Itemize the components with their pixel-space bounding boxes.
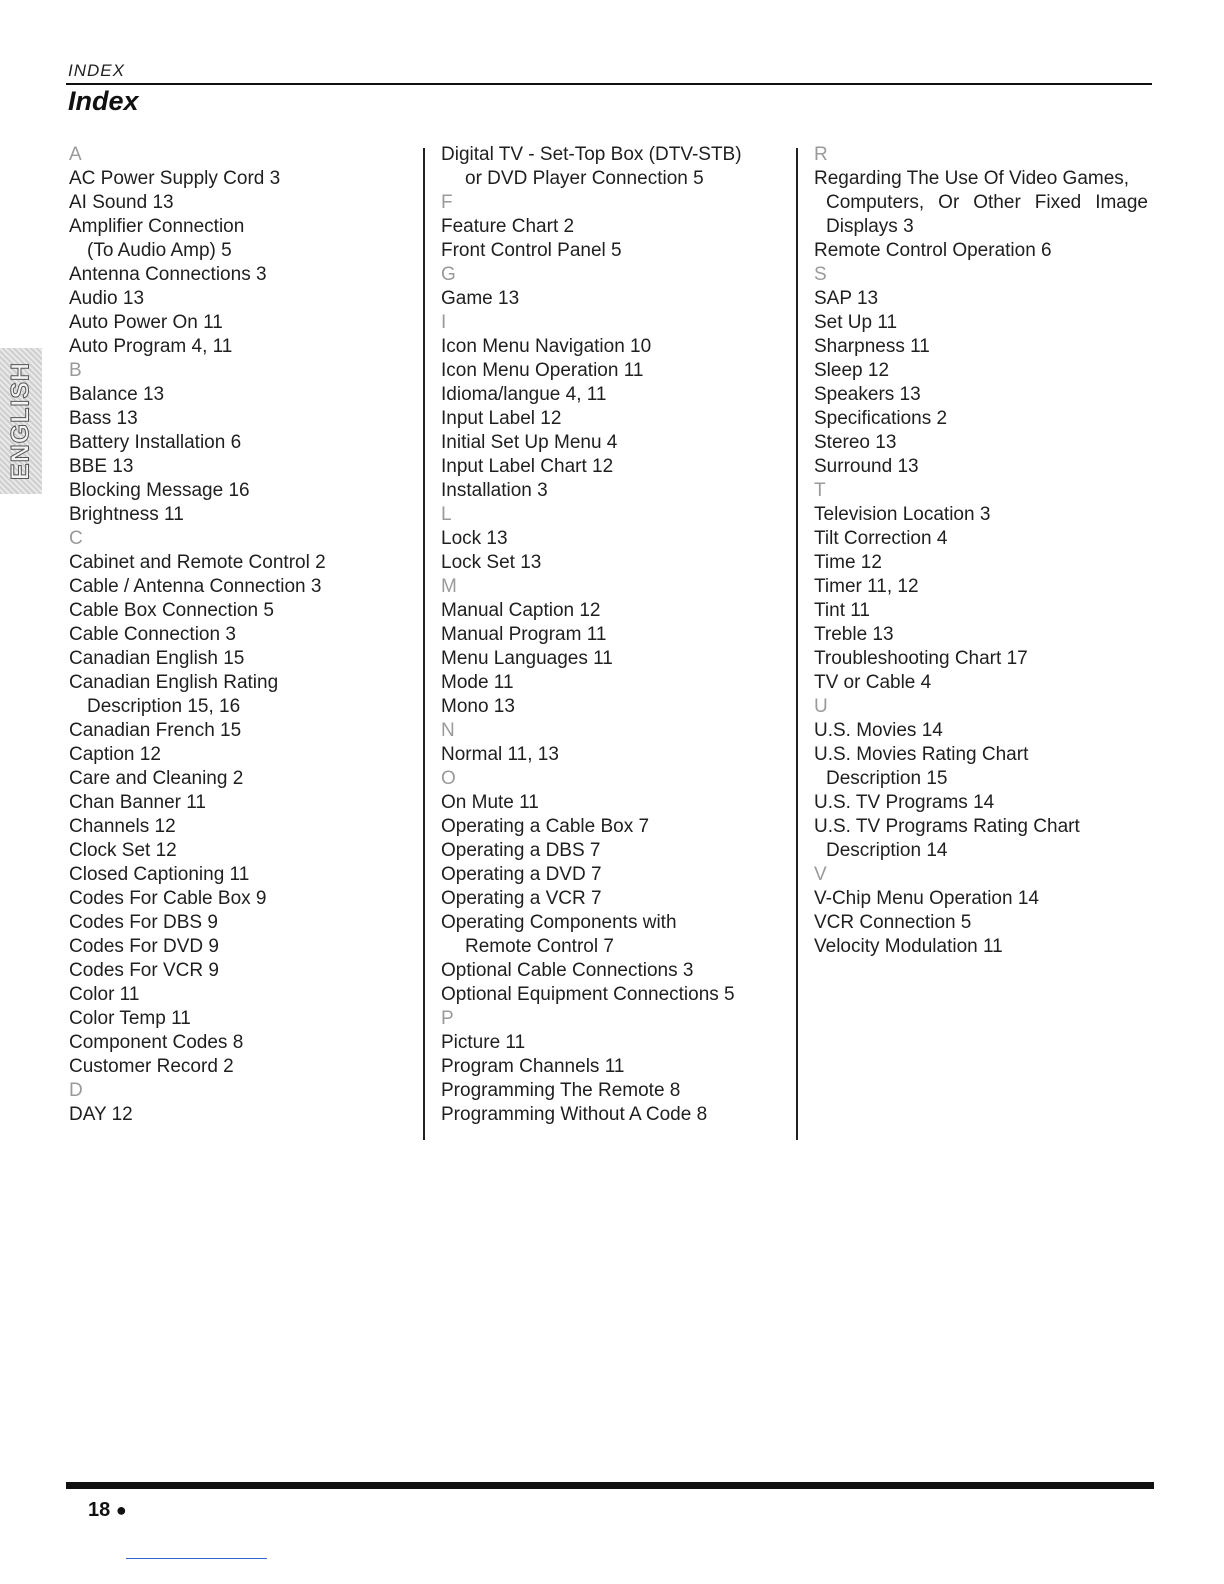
index-entry: Stereo 13 xyxy=(814,432,897,453)
index-entry: Picture 11 xyxy=(441,1032,526,1053)
index-entry: U.S. TV Programs Rating Chart xyxy=(814,816,1080,837)
index-entry: U.S. Movies 14 xyxy=(814,720,943,741)
index-entry: Cabinet and Remote Control 2 xyxy=(69,552,326,573)
index-entry: Initial Set Up Menu 4 xyxy=(441,432,618,453)
index-column-3 xyxy=(814,143,1154,959)
index-entry: Mode 11 xyxy=(441,672,514,693)
index-entry: Program Channels 11 xyxy=(441,1056,625,1077)
index-entry: Bass 13 xyxy=(69,408,138,429)
index-entry: Auto Program 4, 11 xyxy=(69,336,233,357)
index-entry: Time 12 xyxy=(814,552,882,573)
index-entry: On Mute 11 xyxy=(441,792,539,813)
index-entry: Caption 12 xyxy=(69,744,161,765)
index-entry: Installation 3 xyxy=(441,480,548,501)
index-entry: Television Location 3 xyxy=(814,504,991,525)
index-entry: Description 15 xyxy=(826,768,948,789)
index-entry: Idioma/langue 4, 11 xyxy=(441,384,607,405)
index-column-1 xyxy=(69,143,419,1127)
index-entry: Game 13 xyxy=(441,288,520,309)
page-title: Index xyxy=(68,86,139,116)
index-entry: Component Codes 8 xyxy=(69,1032,244,1053)
index-entry: Remote Control Operation 6 xyxy=(814,240,1052,261)
index-entry: Sleep 12 xyxy=(814,360,890,381)
index-entry: Menu Languages 11 xyxy=(441,648,613,669)
index-entry: Brightness 11 xyxy=(69,504,184,525)
index-entry xyxy=(814,191,1148,215)
index-entry: Lock 13 xyxy=(441,528,508,549)
index-entry: Codes For DVD 9 xyxy=(69,936,219,957)
index-entry: Tilt Correction 4 xyxy=(814,528,948,549)
index-entry: Codes For Cable Box 9 xyxy=(69,888,267,909)
side-tab-text: ENGLISH xyxy=(6,361,35,481)
index-letter-heading: O xyxy=(441,768,456,789)
index-entry: Velocity Modulation 11 xyxy=(814,936,1003,957)
index-letter-heading: R xyxy=(814,144,828,165)
index-letter-heading: B xyxy=(69,360,82,381)
column-divider-2 xyxy=(796,148,798,1140)
index-entry: Icon Menu Navigation 10 xyxy=(441,336,652,357)
index-entry: VCR Connection 5 xyxy=(814,912,972,933)
index-entry: Mono 13 xyxy=(441,696,515,717)
index-entry: Closed Captioning 11 xyxy=(69,864,250,885)
index-entry-word: Fixed xyxy=(1034,192,1082,213)
index-entry: AC Power Supply Cord 3 xyxy=(69,168,281,189)
header-rule xyxy=(66,83,1152,85)
index-entry: Digital TV - Set-Top Box (DTV-STB) xyxy=(441,144,742,165)
index-entry: Optional Equipment Connections 5 xyxy=(441,984,735,1005)
index-entry: Codes For DBS 9 xyxy=(69,912,218,933)
index-entry: Feature Chart 2 xyxy=(441,216,575,237)
index-entry: Optional Cable Connections 3 xyxy=(441,960,694,981)
index-entry: Lock Set 13 xyxy=(441,552,542,573)
index-entry: Description 15, 16 xyxy=(87,696,241,717)
index-entry: (To Audio Amp) 5 xyxy=(87,240,232,261)
index-entry: Operating a Cable Box 7 xyxy=(441,816,650,837)
page-number xyxy=(88,1499,127,1522)
header-section-label: INDEX xyxy=(68,61,125,80)
index-entry-word: Image xyxy=(1095,192,1148,213)
index-entry: Tint 11 xyxy=(814,600,870,621)
index-letter-heading: A xyxy=(69,144,82,165)
index-entry: Antenna Connections 3 xyxy=(69,264,267,285)
index-entry: TV or Cable 4 xyxy=(814,672,932,693)
index-entry: Audio 13 xyxy=(69,288,145,309)
index-letter-heading: N xyxy=(441,720,455,741)
index-entry: Cable / Antenna Connection 3 xyxy=(69,576,322,597)
index-entry: U.S. TV Programs 14 xyxy=(814,792,995,813)
index-entry: Remote Control 7 xyxy=(465,936,614,957)
index-entry: Description 14 xyxy=(826,840,948,861)
index-entry: Cable Connection 3 xyxy=(69,624,236,645)
index-entry: Specifications 2 xyxy=(814,408,948,429)
index-entry: Codes For VCR 9 xyxy=(69,960,219,981)
index-entry: or DVD Player Connection 5 xyxy=(465,168,704,189)
index-entry: Programming Without A Code 8 xyxy=(441,1104,708,1125)
index-entry: BBE 13 xyxy=(69,456,134,477)
index-entry: SAP 13 xyxy=(814,288,879,309)
index-entry: Speakers 13 xyxy=(814,384,921,405)
index-entry: Color 11 xyxy=(69,984,140,1005)
index-letter-heading: L xyxy=(441,504,452,525)
index-entry: Auto Power On 11 xyxy=(69,312,223,333)
index-entry: Timer 11, 12 xyxy=(814,576,919,597)
index-entry: Care and Cleaning 2 xyxy=(69,768,244,789)
index-entry-word: Computers, xyxy=(826,192,925,213)
index-entry: Input Label Chart 12 xyxy=(441,456,614,477)
index-entry: Treble 13 xyxy=(814,624,894,645)
index-entry: Displays 3 xyxy=(826,216,914,237)
index-entry: Icon Menu Operation 11 xyxy=(441,360,644,381)
index-letter-heading: T xyxy=(814,480,826,501)
index-entry: Operating a DBS 7 xyxy=(441,840,601,861)
footer-rule xyxy=(66,1482,1154,1489)
index-entry: Cable Box Connection 5 xyxy=(69,600,274,621)
index-entry: Troubleshooting Chart 17 xyxy=(814,648,1028,669)
index-entry: Surround 13 xyxy=(814,456,919,477)
index-entry: Battery Installation 6 xyxy=(69,432,242,453)
index-entry: Canadian French 15 xyxy=(69,720,242,741)
index-letter-heading: P xyxy=(441,1008,454,1029)
bottom-rule xyxy=(126,1558,267,1559)
index-entry: Normal 11, 13 xyxy=(441,744,559,765)
index-entry: Chan Banner 11 xyxy=(69,792,206,813)
index-entry: Programming The Remote 8 xyxy=(441,1080,681,1101)
column-divider-1 xyxy=(423,148,425,1140)
index-letter-heading: U xyxy=(814,696,828,717)
index-entry: U.S. Movies Rating Chart xyxy=(814,744,1029,765)
index-letter-heading: F xyxy=(441,192,453,213)
index-entry: Blocking Message 16 xyxy=(69,480,250,501)
index-entry: V-Chip Menu Operation 14 xyxy=(814,888,1039,909)
page-number-bullet: ● xyxy=(115,1500,127,1520)
index-entry: Canadian English Rating xyxy=(69,672,279,693)
index-entry: Balance 13 xyxy=(69,384,165,405)
index-entry: Operating Components with xyxy=(441,912,677,933)
index-entry: AI Sound 13 xyxy=(69,192,174,213)
index-entry-word: Or xyxy=(938,192,960,213)
index-entry: Channels 12 xyxy=(69,816,176,837)
index-entry: Manual Caption 12 xyxy=(441,600,601,621)
index-entry: Operating a VCR 7 xyxy=(441,888,602,909)
index-entry: Customer Record 2 xyxy=(69,1056,234,1077)
index-entry: Set Up 11 xyxy=(814,312,898,333)
index-entry: Regarding The Use Of Video Games, xyxy=(814,168,1130,189)
index-entry: Amplifier Connection xyxy=(69,216,245,237)
page-number-value: 18 xyxy=(88,1499,111,1521)
index-entry: Canadian English 15 xyxy=(69,648,245,669)
index-entry: DAY 12 xyxy=(69,1104,133,1125)
index-letter-heading: S xyxy=(814,264,827,285)
index-letter-heading: I xyxy=(441,312,447,333)
index-letter-heading: V xyxy=(814,864,827,885)
language-side-tab xyxy=(0,348,42,494)
index-entry: Manual Program 11 xyxy=(441,624,607,645)
index-entry: Front Control Panel 5 xyxy=(441,240,622,261)
index-letter-heading: G xyxy=(441,264,456,285)
index-entry: Sharpness 11 xyxy=(814,336,930,357)
index-column-2 xyxy=(441,143,791,1127)
index-entry: Operating a DVD 7 xyxy=(441,864,602,885)
index-entry: Color Temp 11 xyxy=(69,1008,191,1029)
index-entry-word: Other xyxy=(973,192,1021,213)
index-entry: Clock Set 12 xyxy=(69,840,177,861)
index-letter-heading: D xyxy=(69,1080,83,1101)
index-entry: Input Label 12 xyxy=(441,408,562,429)
index-letter-heading: C xyxy=(69,528,83,549)
index-letter-heading: M xyxy=(441,576,457,597)
